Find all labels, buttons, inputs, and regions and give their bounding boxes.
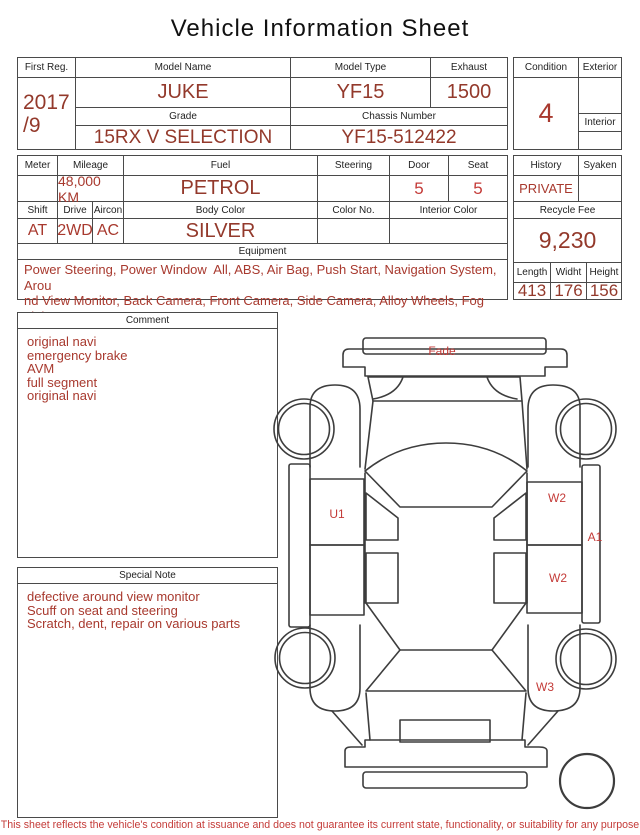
right-front-fender-shape (528, 385, 580, 467)
exterior-value (579, 78, 621, 114)
mileage-value: 48,000 KM (58, 176, 124, 202)
registration-table (17, 57, 508, 150)
damage-label-w2-front: W2 (548, 491, 566, 505)
body-color-label: Body Color (124, 202, 318, 219)
c-pillars-shape (366, 603, 526, 650)
width-label: Widht (551, 263, 587, 283)
damage-label-a1: A1 (587, 530, 603, 544)
chassis-number-label: Chassis Number (291, 108, 507, 126)
condition-value: 4 (514, 78, 579, 149)
damage-label-w2-rear: W2 (549, 571, 567, 585)
history-value: PRIVATE (514, 176, 579, 202)
exterior-label: Exterior (579, 58, 621, 78)
history-label: History (514, 156, 579, 176)
comment-lines (18, 329, 277, 557)
shift-value: AT (18, 219, 58, 244)
interior-color-value (390, 219, 507, 244)
condition-label: Condition (514, 58, 579, 78)
door-label: Door (390, 156, 449, 176)
equipment-label: Equipment (18, 244, 507, 260)
model-name-label: Model Name (76, 58, 291, 78)
rear-lip-shape (363, 772, 527, 788)
fuel-value: PETROL (124, 176, 318, 202)
special-note-line: defective around view monitor (27, 589, 200, 604)
rear-right-wheel-inner (561, 634, 612, 685)
headlight-right-shape (487, 377, 517, 399)
equipment-line-1: Power Steering, Power Window All, ABS, Air Bag, Push Start, Navigation System, Arou (24, 262, 500, 293)
shift-label: Shift (18, 202, 58, 219)
first-reg-label: First Reg. (18, 58, 76, 78)
details-table (17, 155, 508, 308)
seat-value: 5 (449, 176, 507, 202)
door-value: 5 (390, 176, 449, 202)
disclaimer-text: This sheet reflects the vehicle's condition at issuance and does not guarantee its current state, functionality, or suitability for any purpose (0, 819, 640, 831)
left-rear-window-shape (366, 553, 398, 603)
comment-label: Comment (18, 313, 277, 329)
aircon-label: Aircon (93, 202, 124, 219)
special-note-line: Scuff on seat and steering (27, 602, 178, 618)
recycle-fee-value: 9,230 (514, 219, 621, 263)
comment-line: original navi (27, 388, 97, 404)
height-label: Height (587, 263, 621, 283)
model-type-label: Model Type (291, 58, 431, 78)
color-no-label: Color No. (318, 202, 390, 219)
equipment-line-2: nd View Monitor, Back Camera, Front Camera, Side Camera, Alloy Wheels, Fog (24, 293, 485, 308)
right-rear-window-shape (494, 553, 526, 603)
headlight-left-shape (373, 377, 403, 399)
width-value: 176 (551, 283, 587, 299)
damage-label-w3: W3 (536, 680, 554, 694)
left-sill-shape (289, 464, 310, 627)
grade-label: Grade (76, 108, 291, 126)
body-side-lines (365, 473, 527, 603)
comment-line: emergency brake (27, 347, 128, 363)
right-sill-shape (582, 465, 600, 623)
page-title: Vehicle Information Sheet (170, 15, 470, 42)
special-note-label: Special Note (18, 568, 277, 584)
license-plate-shape (400, 720, 490, 742)
roof-shape (365, 443, 527, 507)
hood-shape (368, 377, 522, 401)
drive-value: 2WD (58, 219, 93, 244)
rear-deck-lines (366, 693, 526, 740)
front-left-wheel-inner (279, 404, 330, 455)
first-reg-value (18, 78, 76, 149)
comment-line: full segment (27, 374, 98, 390)
color-no-value (318, 219, 390, 244)
special-note-line: Scratch, dent, repair on various parts (27, 616, 241, 632)
model-name-value: JUKE (76, 78, 291, 108)
rear-right-wheel (556, 629, 616, 689)
special-note-box (17, 567, 278, 818)
length-label: Length (514, 263, 551, 283)
equipment-value (18, 260, 507, 308)
recycle-fee-label: Recycle Fee (514, 202, 621, 219)
car-damage-diagram (270, 335, 640, 835)
history-panel (513, 155, 622, 300)
left-rear-door-shape (310, 545, 364, 615)
condition-panel (513, 57, 622, 150)
length-value: 413 (514, 283, 551, 299)
grade-value: 15RX V SELECTION (76, 126, 291, 149)
left-front-fender-shape (310, 385, 360, 467)
interior-color-label: Interior Color (390, 202, 507, 219)
model-type-value: YF15 (291, 78, 431, 108)
special-note-lines (18, 584, 277, 817)
front-right-wheel-inner (561, 404, 612, 455)
chassis-number-value: YF15-512422 (341, 126, 457, 148)
rear-window-shape (366, 650, 526, 691)
syaken-label: Syaken (579, 156, 621, 176)
rear-left-wheel-inner (280, 633, 331, 684)
left-rear-fender-shape (310, 625, 360, 711)
first-reg-year: 2017 (23, 90, 70, 114)
aircon-value: AC (93, 219, 124, 244)
rear-bumper-shape (345, 740, 547, 767)
meter-value (18, 176, 58, 202)
drive-label: Drive (58, 202, 93, 219)
interior-label: Interior (579, 114, 621, 132)
body-color-value: SILVER (124, 219, 318, 244)
fuel-label: Fuel (124, 156, 318, 176)
comment-box (17, 312, 278, 558)
interior-value (579, 132, 621, 149)
exhaust-label: Exhaust (431, 58, 507, 78)
exhaust-value: 1500 (431, 78, 507, 108)
steering-label: Steering (318, 156, 390, 176)
first-reg-month: /9 (23, 113, 41, 137)
comment-line: original navi (27, 334, 97, 349)
damage-label-fade: Fade (428, 344, 456, 358)
meter-label: Meter (18, 156, 58, 176)
seat-label: Seat (449, 156, 507, 176)
front-left-wheel (274, 399, 334, 459)
rear-left-wheel (275, 628, 335, 688)
a-pillars-shape (365, 401, 527, 469)
comment-line: AVM (27, 361, 55, 377)
mileage-label: Mileage (58, 156, 124, 176)
steering-value (318, 176, 390, 202)
front-right-wheel (556, 399, 616, 459)
spare-tire (560, 754, 614, 808)
height-value: 156 (589, 281, 619, 300)
damage-label-u1: U1 (329, 507, 345, 521)
syaken-value (579, 176, 621, 202)
